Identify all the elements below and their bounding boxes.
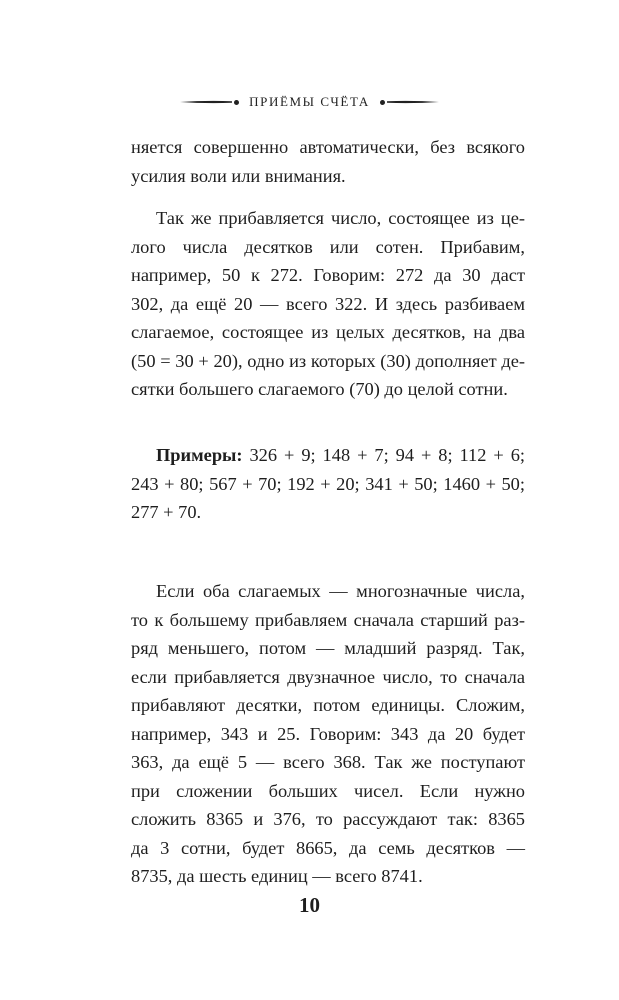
text-line: 277 + 70. [131,502,202,522]
text-line: 8735, да шесть единиц — всего 8741. [131,866,423,886]
left-ornament-rule [180,96,232,108]
right-ornament-rule [387,96,439,108]
text-line: при сложении больших чисел. Если нужно [131,780,525,801]
left-dot-ornament [234,100,239,105]
text-line: 243 + 80; 567 + 70; 192 + 20; 341 + 50; 1460 + 50; [131,473,525,494]
text-line: лого числа десятков или сотен. Прибавим, [131,236,525,257]
text-line: прибавляют десятки, потом единицы. Сложим, [131,695,525,715]
examples-list: 326 + 9; 148 + 7; 94 + 8; 112 + 6; [242,445,525,465]
text-line: сложить 8365 и 376, то рассуждают так: 8365 [131,809,525,829]
text-line: усилия воли или внимания. [131,165,346,186]
text-line: ряд меньшего, потом — младший разряд. Так, [131,638,525,658]
text-line: слагаемое, состоящее из целых десятков, на два [131,322,525,342]
text-line: например, 50 к 272. Говорим: 272 да 30 даст [131,265,525,285]
text-line: 363, да ещё 5 — всего 368. Так же поступают [131,752,525,772]
text-line: да 3 сотни, будет 8665, да семь десятков — [131,837,525,858]
text-line: то к большему прибавляем сначала старший раз- [131,609,525,630]
text-line: если прибавляется двузначное число, то сначала [131,666,525,687]
text-line: 302, да ещё 20 — всего 322. И здесь разбиваем [131,293,525,314]
text-line: няется совершенно автоматически, без всякого [131,137,525,157]
text-line [131,441,525,470]
page-number: 10 [299,893,320,917]
examples-label: Примеры: [156,445,243,465]
paragraph-continuation [131,133,525,190]
text-line: Если оба слагаемых — многозначные числа, [156,581,525,601]
right-dot-ornament [380,100,385,105]
running-header [0,92,619,112]
text-line: (50 = 30 + 20), одно из которых (30) дополняет де- [131,350,525,371]
paragraph-addition-tens [131,204,525,404]
text-line: сятки большего слагаемого (70) до целой сотни. [131,379,508,399]
text-line: например, 343 и 25. Говорим: 343 да 20 будет [131,723,525,744]
text-line: Так же прибавляется число, состоящее из це- [156,208,525,228]
paragraph-multidigit [131,577,525,891]
examples-block [131,441,525,527]
chapter-title: ПРИЁМЫ СЧЁТА [249,94,370,109]
